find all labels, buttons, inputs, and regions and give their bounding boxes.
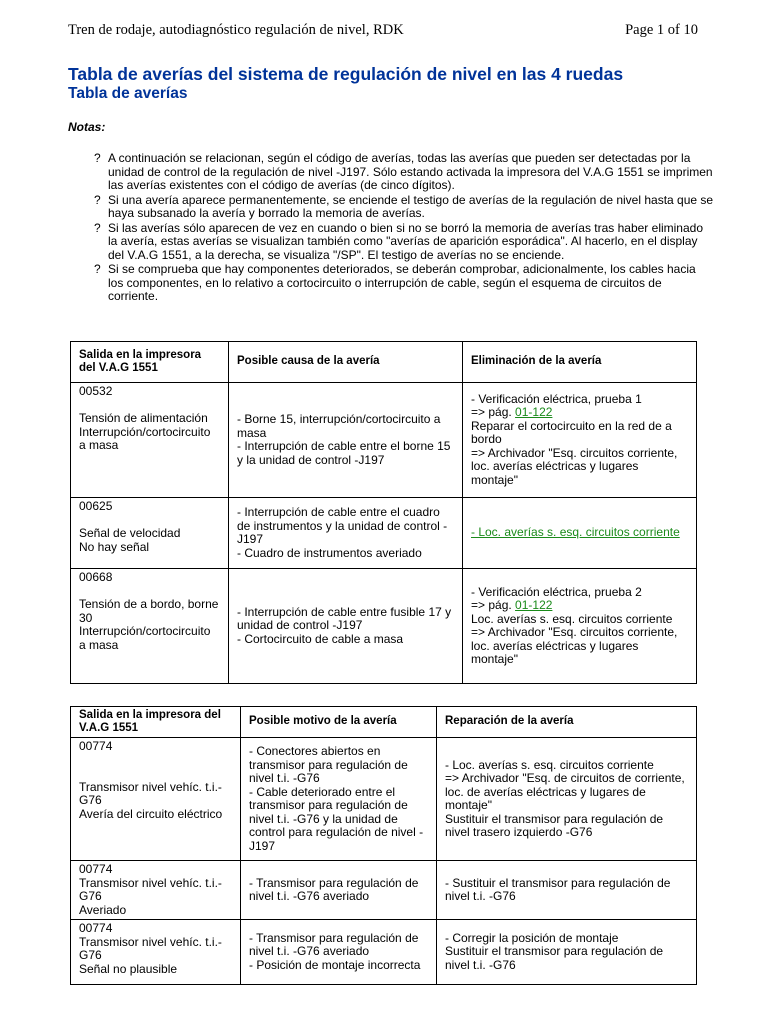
bullet-glyph: ? <box>94 262 101 276</box>
circuit-diagram-link[interactable]: - Loc. averías s. esq. circuitos corriente <box>471 525 680 540</box>
page-title: Tabla de averías del sistema de regulación de nivel en las 4 ruedas <box>68 64 624 84</box>
fault-output-cell <box>71 498 229 569</box>
column-header: Salida en la impresora del V.A.G 1551 <box>71 342 229 383</box>
page-subtitle: Tabla de averías <box>68 85 188 102</box>
fault-output-cell <box>71 738 241 861</box>
fault-fix: - Verificación eléctrica, prueba 2 => pág. 01-122 Loc. averías s. esq. circuitos corriente => Archivador "Esq. circuitos corriente, loc. averías eléctricas y lugares montaje" <box>463 569 697 684</box>
fault-output-cell <box>71 920 241 985</box>
fault-fix: - Sustituir el transmisor para regulación de nivel t.i. -G76 <box>437 861 697 920</box>
table-header-row <box>71 342 697 383</box>
fault-code: 00774 <box>79 921 113 935</box>
table-row <box>71 383 697 498</box>
fault-cause: - Interrupción de cable entre el cuadro de instrumentos y la unidad de control -J197 - Cuadro de instrumentos averiado <box>229 498 463 569</box>
fault-description: Tensión de a bordo, borne 30 Interrupción/cortocircuito a masa <box>79 597 219 652</box>
note-item: ? Si una avería aparece permanentemente, se enciende el testigo de averías de la regulación de nivel hasta que se haya subsanado la avería y borrado la memoria de averías. <box>94 192 714 220</box>
fault-output-cell <box>71 569 229 684</box>
page-link[interactable]: 01-122 <box>515 405 553 420</box>
column-header: Salida en la impresora del V.A.G 1551 <box>71 707 241 738</box>
fault-description: Transmisor nivel vehíc. t.i.-G76 Avería del circuito eléctrico <box>79 779 223 821</box>
bullet-glyph: ? <box>94 192 101 207</box>
table-row <box>71 861 697 920</box>
fault-table-2 <box>70 706 697 985</box>
fault-fix <box>463 498 697 569</box>
table-row <box>71 569 697 684</box>
fault-code: 00774 <box>79 739 113 753</box>
notes-label: Notas: <box>68 120 106 134</box>
bullet-glyph: ? <box>94 151 101 165</box>
fault-cause: - Interrupción de cable entre fusible 17 y unidad de control -J197 - Cortocircuito de cable a masa <box>229 569 463 684</box>
column-header: Reparación de la avería <box>437 707 697 738</box>
fault-cause: - Transmisor para regulación de nivel t.i. -G76 averiado - Posición de montaje incorrecta <box>241 920 437 985</box>
table-row <box>71 498 697 569</box>
fault-output-cell <box>71 861 241 920</box>
page-header <box>68 22 698 40</box>
bullet-glyph: ? <box>94 220 101 235</box>
fault-description: Señal de velocidad No hay señal <box>79 526 181 554</box>
fault-code: 00532 <box>79 384 113 398</box>
page-number: Page 1 of 10 <box>625 22 698 38</box>
fault-fix: - Loc. averías s. esq. circuitos corriente => Archivador "Esq. de circuitos de corriente, loc. de averías eléctricas y lugares de montaje" Sustituir el transmisor para regulación de nivel trasero izquierdo -G76 <box>437 738 697 861</box>
fault-code: 00625 <box>79 499 113 513</box>
fault-description: Transmisor nivel vehíc. t.i.-G76 Averiado <box>79 875 222 917</box>
notes-list <box>94 152 714 305</box>
note-item: ? A continuación se relacionan, según el código de averías, todas las averías que pueden ser detectadas por la unidad de control de la regulación de nivel -J197. Sólo estando activada la impresora del V.A.G 1551 se imprimen las averías existentes con el código de averías (de cinco dígitos). <box>94 151 713 192</box>
column-header: Posible motivo de la avería <box>241 707 437 738</box>
table-row <box>71 920 697 985</box>
fault-cause: - Conectores abiertos en transmisor para regulación de nivel t.i. -G76 - Cable deteriorado entre el transmisor para regulación de nivel t.i. -G76 y la unidad de control para regulación de nivel -J197 <box>241 738 437 861</box>
document-title: Tren de rodaje, autodiagnóstico regulación de nivel, RDK <box>68 22 404 38</box>
fault-code: 00774 <box>79 862 113 876</box>
fault-code: 00668 <box>79 570 113 584</box>
fault-fix: - Verificación eléctrica, prueba 1 => pág. 01-122 Reparar el cortocircuito en la red de a bordo => Archivador "Esq. circuitos corriente, loc. averías eléctricas y lugares montaje" <box>463 383 697 498</box>
fault-fix: - Corregir la posición de montaje Sustituir el transmisor para regulación de nivel t.i. -G76 <box>437 920 697 985</box>
fault-cause: - Transmisor para regulación de nivel t.i. -G76 averiado <box>241 861 437 920</box>
page-link[interactable]: 01-122 <box>515 598 553 612</box>
column-header: Posible causa de la avería <box>229 342 463 383</box>
fault-output-cell <box>71 383 229 498</box>
fault-description: Tensión de alimentación Interrupción/cortocircuito a masa <box>79 411 211 452</box>
table-row <box>71 738 697 861</box>
table-header-row <box>71 707 697 738</box>
fault-cause: - Borne 15, interrupción/cortocircuito a masa - Interrupción de cable entre el borne 15 y la unidad de control -J197 <box>229 383 463 498</box>
column-header: Eliminación de la avería <box>463 342 697 383</box>
fault-description: Transmisor nivel vehíc. t.i.-G76 Señal no plausible <box>79 934 222 976</box>
fault-table-1 <box>70 341 697 684</box>
note-item: ? Si las averías sólo aparecen de vez en cuando o bien si no se borró la memoria de averías tras haber eliminado la avería, estas averías se visualizan también como "averías de aparición esporádica". Al hacerlo, en el display del V.A.G 1551, a la derecha, se visualiza "/SP". El testigo de averías no se enciende. <box>94 220 704 262</box>
note-item: ? Si se comprueba que hay componentes deteriorados, se deberán comprobar, adicionalmente, los cables hacia los componentes, en lo relativo a cortocircuito o interrupción de cable, según el esquema de circuitos de corriente. <box>94 262 696 303</box>
